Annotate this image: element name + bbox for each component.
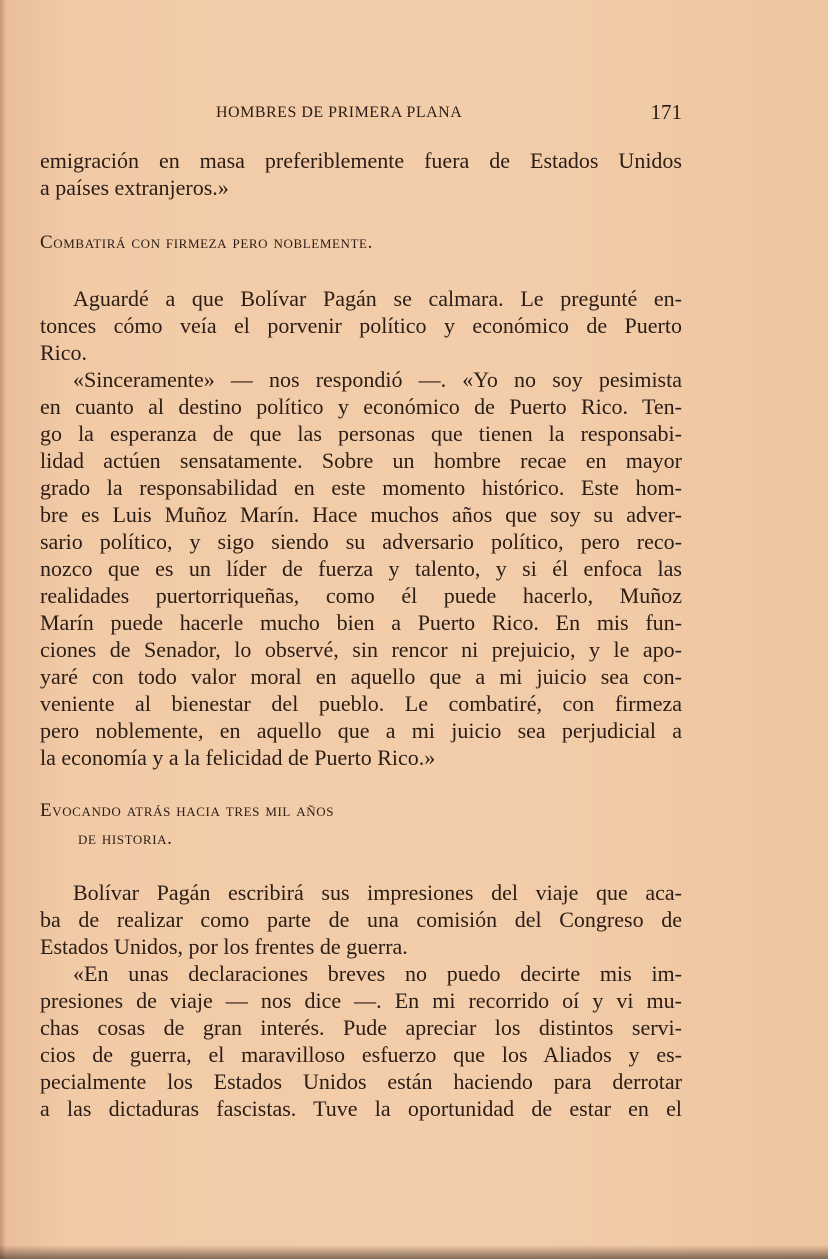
text-line: grado la responsabilidad en este momento histórico. Este hom- bbox=[40, 475, 682, 500]
text-line: a países extranjeros.» bbox=[40, 175, 229, 200]
text-line: cios de guerra, el maravilloso esfuerzo que los Aliados y es- bbox=[40, 1042, 682, 1067]
text-line: presiones de viaje — nos dice —. En mi recorrido oí y vi mu- bbox=[40, 988, 682, 1013]
text-line: bre es Luis Muñoz Marín. Hace muchos años que soy su adver- bbox=[40, 502, 682, 527]
text-line: en cuanto al destino político y económico de Puerto Rico. Ten- bbox=[40, 394, 682, 419]
text-line: la economía y a la felicidad de Puerto Rico.» bbox=[40, 745, 436, 770]
text-line: pero noblemente, en aquello que a mi juicio sea perjudicial a bbox=[40, 718, 682, 743]
text-line: «Sinceramente» — nos respondió —. «Yo no soy pesimista bbox=[73, 367, 682, 392]
text-line: lidad actúen sensatamente. Sobre un hombre recae en mayor bbox=[40, 448, 682, 473]
page-header bbox=[40, 100, 682, 130]
section-heading: Combatirá con firmeza pero noblemente. bbox=[40, 232, 373, 253]
text-line: a las dictaduras fascistas. Tuve la oportunidad de estar en el bbox=[40, 1096, 682, 1121]
text-line: emigración en masa preferiblemente fuera de Estados Unidos bbox=[40, 148, 682, 173]
text-line: nozco que es un líder de fuerza y talento, y si él enfoca las bbox=[40, 556, 682, 581]
page-number: 171 bbox=[650, 100, 682, 124]
text-line: Marín puede hacerle mucho bien a Puerto Rico. En mis fun- bbox=[40, 610, 682, 635]
text-line: Estados Unidos, por los frentes de guerra. bbox=[40, 934, 408, 959]
text-line: yaré con todo valor moral en aquello que a mi juicio sea con- bbox=[40, 664, 682, 689]
text-line: Bolívar Pagán escribirá sus impresiones del viaje que aca- bbox=[73, 880, 682, 905]
running-head: HOMBRES DE PRIMERA PLANA bbox=[216, 104, 463, 121]
text-line: chas cosas de gran interés. Pude apreciar los distintos servi- bbox=[40, 1015, 682, 1040]
binding-shadow bbox=[0, 0, 6, 1259]
page-body bbox=[40, 147, 682, 1122]
text-line: ciones de Senador, lo observé, sin rencor ni prejuicio, y le apo- bbox=[40, 637, 682, 662]
page-bottom-shadow bbox=[0, 1245, 828, 1259]
text-line: Aguardé a que Bolívar Pagán se calmara. Le pregunté en- bbox=[73, 286, 682, 311]
text-line: veniente al bienestar del pueblo. Le combatiré, con firmeza bbox=[40, 691, 682, 716]
section-heading-continued: de historia. bbox=[78, 828, 173, 849]
text-line: Rico. bbox=[40, 340, 88, 365]
text-line: sario político, y sigo siendo su adversario político, pero reco- bbox=[40, 529, 682, 554]
section-heading: Evocando atrás hacia tres mil años bbox=[40, 800, 335, 821]
text-line: pecialmente los Estados Unidos están haciendo para derrotar bbox=[40, 1069, 682, 1094]
text-line: ba de realizar como parte de una comisión del Congreso de bbox=[40, 907, 682, 932]
text-line: go la esperanza de que las personas que tienen la responsabi- bbox=[40, 421, 682, 446]
text-line: «En unas declaraciones breves no puedo decirte mis im- bbox=[73, 961, 682, 986]
text-line: realidades puertorriqueñas, como él puede hacerlo, Muñoz bbox=[40, 583, 682, 608]
text-line: tonces cómo veía el porvenir político y económico de Puerto bbox=[40, 313, 682, 338]
